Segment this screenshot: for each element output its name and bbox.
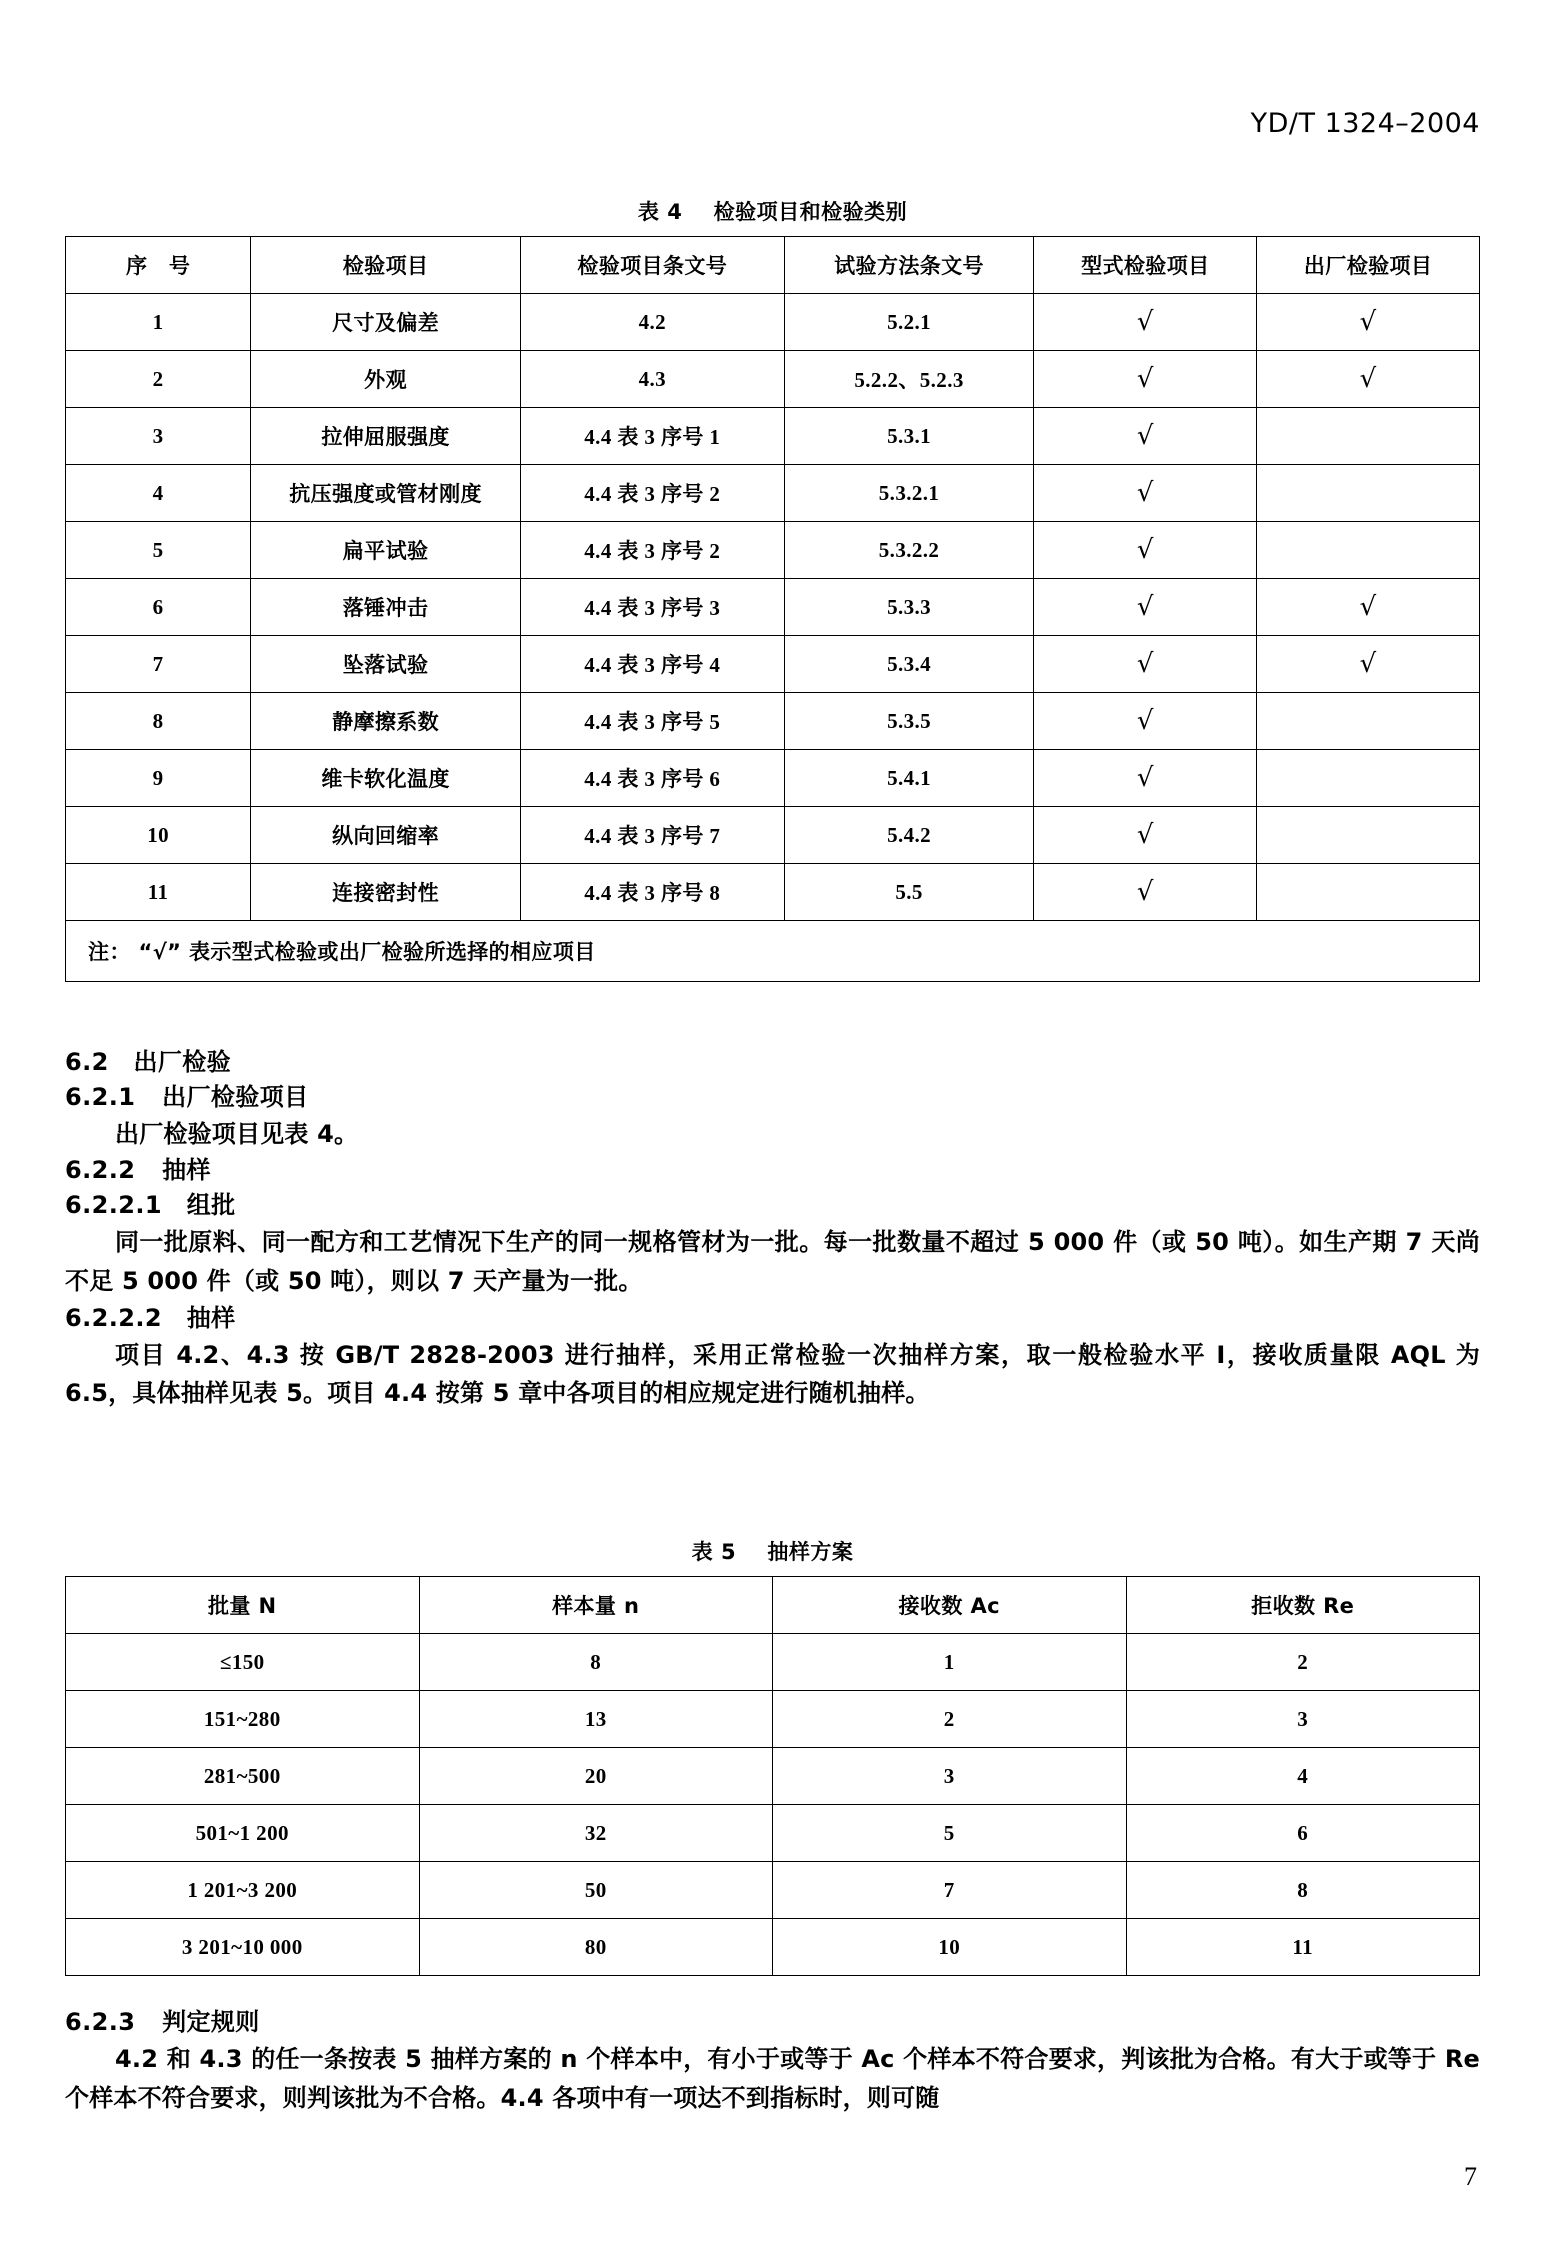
table4-cell-clause: 4.4 表 3 序号 4 <box>520 636 784 693</box>
table5-cell-lot: 151~280 <box>66 1691 420 1748</box>
table-row <box>66 693 1480 750</box>
table4-cell-type-test: √ <box>1034 807 1257 864</box>
table4-cell-factory-test <box>1257 408 1480 465</box>
table-row <box>66 1634 1480 1691</box>
heading-6-2-3-title: 判定规则 <box>162 2008 260 2036</box>
table-row <box>66 1805 1480 1862</box>
heading-6-2-2-1-number: 6.2.2.1 <box>65 1191 162 1220</box>
table4-col-no: 序 号 <box>66 237 251 294</box>
table4-cell-method: 5.3.1 <box>784 408 1034 465</box>
heading-6-2-1-number: 6.2.1 <box>65 1082 136 1111</box>
table-row <box>66 1862 1480 1919</box>
table-row <box>66 351 1480 408</box>
heading-6-2-2-1 <box>65 1188 1480 1223</box>
table4-cell-item: 静摩擦系数 <box>251 693 521 750</box>
section-6-2-3-block <box>65 2005 1480 2118</box>
table5-header-row <box>66 1577 1480 1634</box>
table4-cell-type-test: √ <box>1034 351 1257 408</box>
table4-cell-type-test: √ <box>1034 636 1257 693</box>
table4-cell-method: 5.4.2 <box>784 807 1034 864</box>
heading-6-2 <box>65 1045 1480 1080</box>
table4-cell-clause: 4.4 表 3 序号 8 <box>520 864 784 921</box>
table4-cell-no: 2 <box>66 351 251 408</box>
table4-note-row <box>66 921 1480 982</box>
table4-cell-type-test: √ <box>1034 864 1257 921</box>
table5-block <box>65 1536 1480 1976</box>
table5-col-re: 拒收数 Re <box>1126 1577 1480 1634</box>
table4-cell-factory-test <box>1257 522 1480 579</box>
heading-6-2-number: 6.2 <box>65 1048 109 1076</box>
table-row <box>66 408 1480 465</box>
table4-cell-clause: 4.4 表 3 序号 2 <box>520 465 784 522</box>
table4-caption-number: 表 4 <box>637 200 683 224</box>
table4-cell-type-test: √ <box>1034 465 1257 522</box>
table5-cell-lot: ≤150 <box>66 1634 420 1691</box>
paragraph-6-2-2-2: 项目 4.2、4.3 按 GB/T 2828-2003 进行抽样，采用正常检验一次抽样方案，取一般检验水平 I，接收质量限 AQL 为 6.5，具体抽样见表 5。项目 4.4 按第 5 章中各项目的相应规定进行随机抽样。 <box>65 1340 1480 1408</box>
table4-cell-type-test: √ <box>1034 522 1257 579</box>
table4-cell-item: 拉伸屈服强度 <box>251 408 521 465</box>
table4-cell-clause: 4.4 表 3 序号 6 <box>520 750 784 807</box>
table-row <box>66 1919 1480 1976</box>
paragraph-6-2-3: 4.2 和 4.3 的任一条按表 5 抽样方案的 n 个样本中，有小于或等于 Ac 个样本不符合要求，判该批为合格。有大于或等于 Re 个样本不符合要求，则判该批为不合格。4.4 各项中有一项达不到指标时，则可随 <box>65 2044 1480 2112</box>
table4-cell-factory-test <box>1257 465 1480 522</box>
table4-cell-method: 5.2.2、5.2.3 <box>784 351 1034 408</box>
table-row <box>66 465 1480 522</box>
table-row <box>66 807 1480 864</box>
heading-6-2-title: 出厂检验 <box>133 1048 232 1076</box>
table4-cell-method: 5.5 <box>784 864 1034 921</box>
table5-cell-sample: 20 <box>419 1748 773 1805</box>
table-row <box>66 294 1480 351</box>
page-number: 7 <box>1464 2162 1477 2191</box>
table4-cell-method: 5.3.2.1 <box>784 465 1034 522</box>
table-row <box>66 579 1480 636</box>
section-6-2-block <box>65 1045 1480 1413</box>
table5-cell-re: 6 <box>1126 1805 1480 1862</box>
table4-cell-no: 10 <box>66 807 251 864</box>
table-row <box>66 864 1480 921</box>
table4-cell-item: 尺寸及偏差 <box>251 294 521 351</box>
table4-cell-type-test: √ <box>1034 750 1257 807</box>
table5-cell-re: 4 <box>1126 1748 1480 1805</box>
table4-header-row <box>66 237 1480 294</box>
table5-caption-number: 表 5 <box>691 1540 737 1564</box>
table4-cell-no: 3 <box>66 408 251 465</box>
table4-col-clause: 检验项目条文号 <box>520 237 784 294</box>
table4-cell-method: 5.4.1 <box>784 750 1034 807</box>
table4-cell-factory-test <box>1257 750 1480 807</box>
table4-cell-no: 11 <box>66 864 251 921</box>
table4-cell-factory-test <box>1257 807 1480 864</box>
table-row <box>66 1748 1480 1805</box>
heading-6-2-2-2 <box>65 1301 1480 1336</box>
table4-cell-clause: 4.4 表 3 序号 3 <box>520 579 784 636</box>
table4-col-type: 型式检验项目 <box>1034 237 1257 294</box>
table5-cell-lot: 501~1 200 <box>66 1805 420 1862</box>
table5-cell-ac: 10 <box>773 1919 1127 1976</box>
table5-cell-re: 3 <box>1126 1691 1480 1748</box>
table5-cell-re: 2 <box>1126 1634 1480 1691</box>
inspection-items-table <box>65 236 1480 982</box>
paragraph-6-2-2-1: 同一批原料、同一配方和工艺情况下生产的同一规格管材为一批。每一批数量不超过 5 000 件（或 50 吨）。如生产期 7 天尚不足 5 000 件（或 50 吨），则以 7 天产量为一批。 <box>65 1228 1480 1295</box>
table4-note: 注： “√” 表示型式检验或出厂检验所选择的相应项目 <box>66 921 1480 982</box>
table4-cell-clause: 4.4 表 3 序号 2 <box>520 522 784 579</box>
table5-cell-re: 8 <box>1126 1862 1480 1919</box>
table5-col-sample: 样本量 n <box>419 1577 773 1634</box>
table4-cell-factory-test <box>1257 693 1480 750</box>
table4-cell-no: 1 <box>66 294 251 351</box>
table5-cell-ac: 1 <box>773 1634 1127 1691</box>
table4-col-item: 检验项目 <box>251 237 521 294</box>
table4-cell-factory-test: √ <box>1257 579 1480 636</box>
table4-cell-no: 5 <box>66 522 251 579</box>
table5-cell-sample: 13 <box>419 1691 773 1748</box>
table4-cell-no: 8 <box>66 693 251 750</box>
table4-cell-method: 5.3.4 <box>784 636 1034 693</box>
heading-6-2-3-number: 6.2.3 <box>65 2008 136 2036</box>
table4-cell-type-test: √ <box>1034 693 1257 750</box>
heading-6-2-2 <box>65 1153 1480 1188</box>
table4-cell-clause: 4.3 <box>520 351 784 408</box>
heading-6-2-3 <box>65 2005 1480 2040</box>
table4-cell-item: 外观 <box>251 351 521 408</box>
table4-cell-method: 5.2.1 <box>784 294 1034 351</box>
table4-cell-item: 维卡软化温度 <box>251 750 521 807</box>
document-header-code: YD/T 1324–2004 <box>1250 108 1480 139</box>
table5-caption-title: 抽样方案 <box>767 1540 854 1564</box>
table-row <box>66 636 1480 693</box>
table4-cell-no: 4 <box>66 465 251 522</box>
table5-cell-lot: 281~500 <box>66 1748 420 1805</box>
sampling-plan-table <box>65 1576 1480 1976</box>
heading-6-2-2-number: 6.2.2 <box>65 1156 136 1185</box>
table4-cell-factory-test: √ <box>1257 351 1480 408</box>
table5-cell-ac: 5 <box>773 1805 1127 1862</box>
table4-caption <box>65 196 1480 226</box>
table4-col-factory: 出厂检验项目 <box>1257 237 1480 294</box>
table4-cell-type-test: √ <box>1034 294 1257 351</box>
table5-col-ac: 接收数 Ac <box>773 1577 1127 1634</box>
heading-6-2-2-1-title: 组批 <box>186 1191 236 1220</box>
table4-cell-factory-test <box>1257 864 1480 921</box>
table4-cell-no: 7 <box>66 636 251 693</box>
table5-cell-re: 11 <box>1126 1919 1480 1976</box>
table5-cell-sample: 8 <box>419 1634 773 1691</box>
table5-cell-lot: 1 201~3 200 <box>66 1862 420 1919</box>
table4-cell-item: 坠落试验 <box>251 636 521 693</box>
table4-cell-item: 纵向回缩率 <box>251 807 521 864</box>
table5-cell-lot: 3 201~10 000 <box>66 1919 420 1976</box>
heading-6-2-2-2-number: 6.2.2.2 <box>65 1303 162 1332</box>
table4-cell-method: 5.3.3 <box>784 579 1034 636</box>
table4-cell-factory-test: √ <box>1257 636 1480 693</box>
table4-cell-method: 5.3.5 <box>784 693 1034 750</box>
table4-cell-type-test: √ <box>1034 408 1257 465</box>
table4-cell-item: 连接密封性 <box>251 864 521 921</box>
table4-caption-title: 检验项目和检验类别 <box>713 200 908 224</box>
table4-cell-no: 6 <box>66 579 251 636</box>
table5-cell-ac: 2 <box>773 1691 1127 1748</box>
table-row <box>66 1691 1480 1748</box>
table4-cell-factory-test: √ <box>1257 294 1480 351</box>
table4-cell-method: 5.3.2.2 <box>784 522 1034 579</box>
table4-cell-type-test: √ <box>1034 579 1257 636</box>
table5-cell-sample: 50 <box>419 1862 773 1919</box>
table5-cell-ac: 7 <box>773 1862 1127 1919</box>
heading-6-2-1 <box>65 1080 1480 1115</box>
heading-6-2-1-title: 出厂检验项目 <box>162 1082 309 1111</box>
table5-cell-sample: 32 <box>419 1805 773 1862</box>
heading-6-2-2-title: 抽样 <box>162 1156 211 1185</box>
table-row <box>66 750 1480 807</box>
table4-cell-clause: 4.2 <box>520 294 784 351</box>
table4-cell-item: 抗压强度或管材刚度 <box>251 465 521 522</box>
table4-cell-clause: 4.4 表 3 序号 1 <box>520 408 784 465</box>
table4-col-method: 试验方法条文号 <box>784 237 1034 294</box>
table5-cell-sample: 80 <box>419 1919 773 1976</box>
paragraph-6-2-1: 出厂检验项目见表 4。 <box>115 1119 359 1148</box>
table4-cell-clause: 4.4 表 3 序号 7 <box>520 807 784 864</box>
table4-block <box>65 196 1480 982</box>
table5-col-lot: 批量 N <box>66 1577 420 1634</box>
table-row <box>66 522 1480 579</box>
table4-cell-item: 落锤冲击 <box>251 579 521 636</box>
heading-6-2-2-2-title: 抽样 <box>186 1303 236 1332</box>
table4-cell-item: 扁平试验 <box>251 522 521 579</box>
table4-cell-clause: 4.4 表 3 序号 5 <box>520 693 784 750</box>
table5-cell-ac: 3 <box>773 1748 1127 1805</box>
table4-cell-no: 9 <box>66 750 251 807</box>
table5-caption <box>65 1536 1480 1566</box>
